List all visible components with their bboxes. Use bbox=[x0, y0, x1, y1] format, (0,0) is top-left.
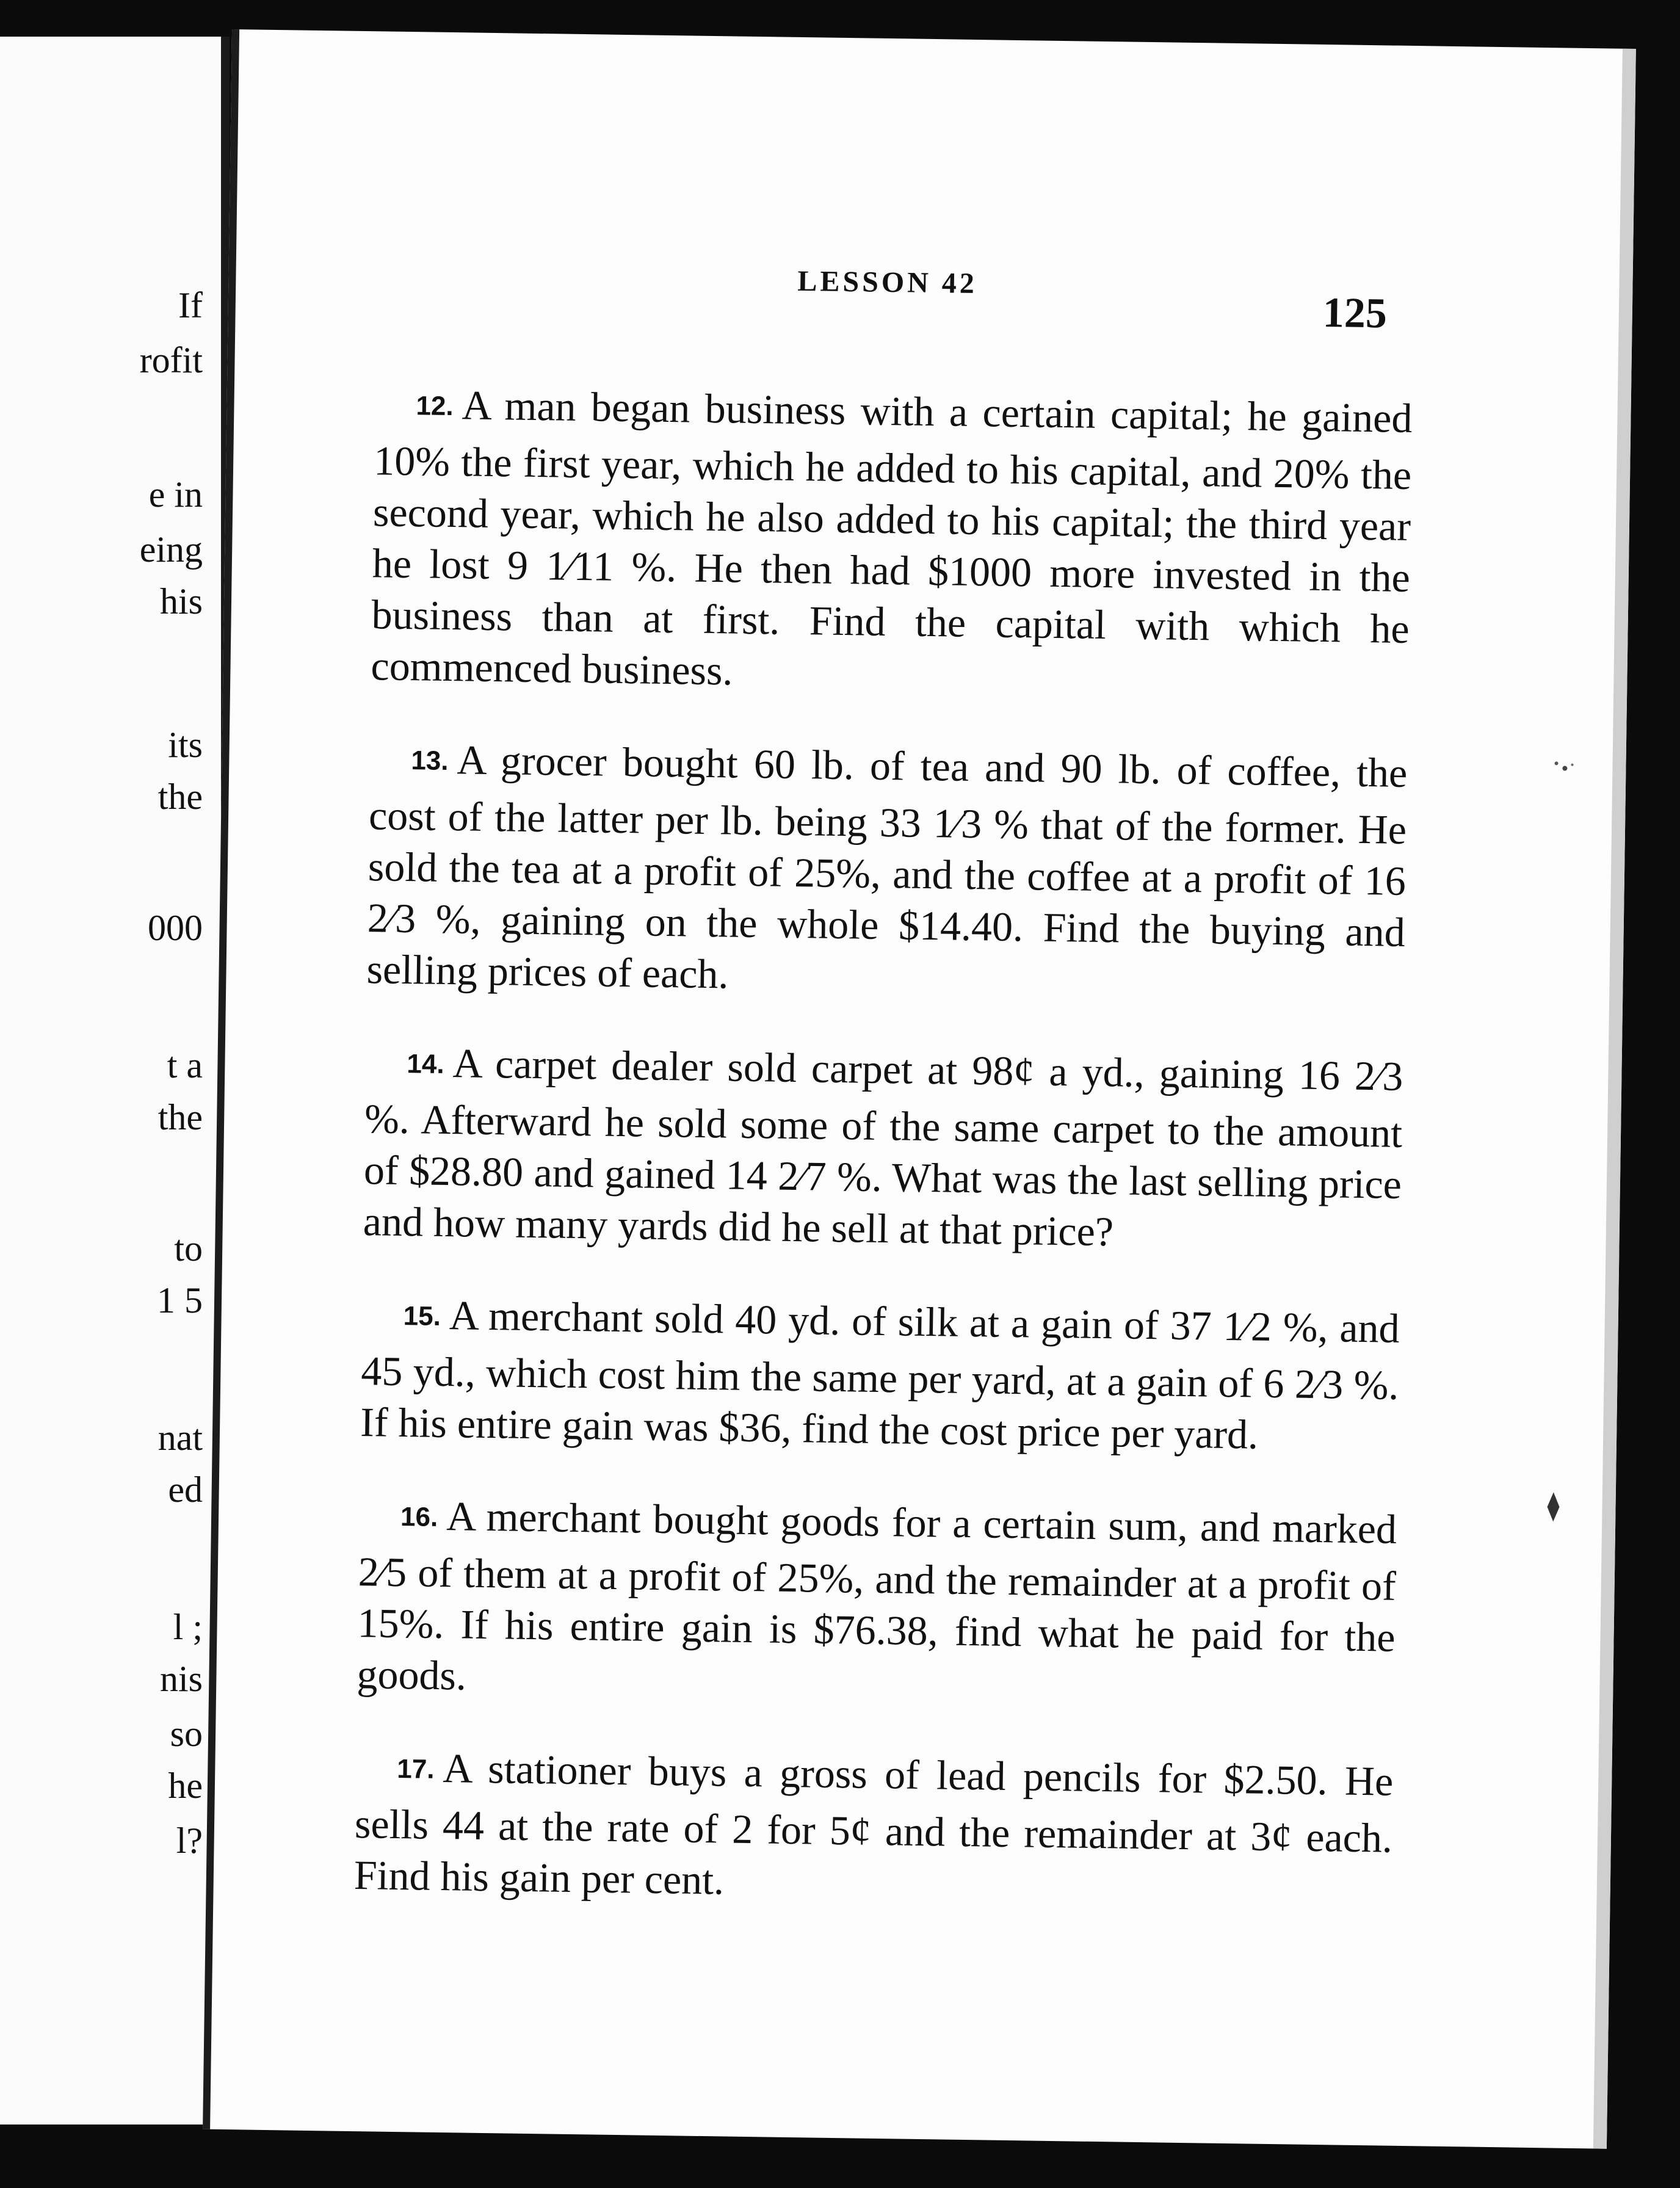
problem-13 bbox=[366, 733, 1408, 1009]
left-page-fragment: e in bbox=[148, 474, 203, 515]
left-page-fragment: the bbox=[158, 1097, 203, 1137]
problem-number: 15. bbox=[403, 1301, 441, 1331]
left-page-fragment: 1 5 bbox=[157, 1280, 203, 1320]
running-head: LESSON 42 bbox=[797, 264, 978, 300]
left-page-fragment: l? bbox=[176, 1820, 203, 1861]
problem-number: 12. bbox=[416, 391, 454, 422]
left-page-fragment: his bbox=[159, 581, 203, 621]
problem-16 bbox=[357, 1489, 1397, 1714]
left-page-fragment: the bbox=[158, 777, 203, 817]
problem-text: A stationer buys a gross of lead pencils for $2.50. He sells 44 at the rate of 2 for 5¢ and the remainder at 3¢ each. Find his gain per cent. bbox=[353, 1745, 1394, 1904]
problem-text: A merchant sold 40 yd. of silk at a gain of 37 1⁄2 %, and 45 yd., which cost him the same per yard, at a gain of 6 2⁄3 %. If his entire gain was $36, find the cost price per yard. bbox=[360, 1292, 1400, 1458]
problem-12 bbox=[371, 378, 1413, 706]
left-page-fragment: he bbox=[168, 1766, 203, 1806]
left-page-fragment: t a bbox=[167, 1045, 203, 1085]
left-page-fragment: eing bbox=[139, 529, 203, 570]
problem-text: A carpet dealer sold carpet at 98¢ a yd., gaining 16 2⁄3 %. Afterward he sold some of the same carpet to the amount of $28.80 and gained 14 2⁄7 %. What was the last selling price and how many yards did he sell at that price? bbox=[363, 1040, 1403, 1255]
problem-17 bbox=[353, 1741, 1393, 1915]
page-header bbox=[236, 225, 1620, 338]
problem-list bbox=[353, 336, 1413, 1929]
ornament-mark-icon bbox=[1535, 1488, 1572, 1526]
left-page-fragment: nat bbox=[158, 1418, 203, 1458]
problem-number: 16. bbox=[400, 1502, 438, 1532]
problem-text: A grocer bought 60 lb. of tea and 90 lb. of coffee, the cost of the latter per lb. being 33 1⁄3 % that of the former. He sold the tea at a profit of 25%, and the coffee at a profit of 16 2⁄3 %, gaining on the whole $14.40. Find the buying and selling prices of each. bbox=[366, 736, 1408, 998]
problem-15 bbox=[360, 1288, 1400, 1462]
problem-number: 13. bbox=[411, 745, 449, 777]
left-page-fragment: nis bbox=[159, 1659, 203, 1699]
left-page-fragment: so bbox=[170, 1714, 203, 1754]
problem-14 bbox=[363, 1036, 1403, 1261]
problem-number: 14. bbox=[407, 1049, 444, 1079]
problem-text: A merchant bought goods for a certain sum, and marked 2⁄5 of them at a profit of 25%, and the remainder at a profit of 15%. If his entire gain is $76.38, find what he paid for the goods. bbox=[356, 1493, 1397, 1699]
left-page-fragment: rofit bbox=[139, 340, 203, 380]
left-page-fragment: its bbox=[168, 725, 203, 765]
left-page-fragment: to bbox=[174, 1228, 203, 1269]
left-page-fragment: 000 bbox=[148, 908, 203, 948]
book-page bbox=[203, 29, 1636, 2149]
left-page-fragment: ed bbox=[168, 1469, 203, 1510]
problem-number: 17. bbox=[397, 1753, 435, 1784]
paper-speck-icon bbox=[1545, 750, 1582, 787]
previous-page-edge bbox=[0, 37, 230, 2125]
left-page-fragment: If bbox=[178, 285, 203, 325]
page-number: 125 bbox=[1322, 289, 1388, 338]
problem-text: A man began business with a certain capital; he gained 10% the first year, which he added to his capital, and 20% the second year, which he also added to his capital; the third year he lost 9 1⁄11 %. He then had $1000 more invested in the business than at first. Find the capital with which he commenced business. bbox=[371, 382, 1413, 694]
left-page-fragment: l ; bbox=[173, 1607, 203, 1647]
